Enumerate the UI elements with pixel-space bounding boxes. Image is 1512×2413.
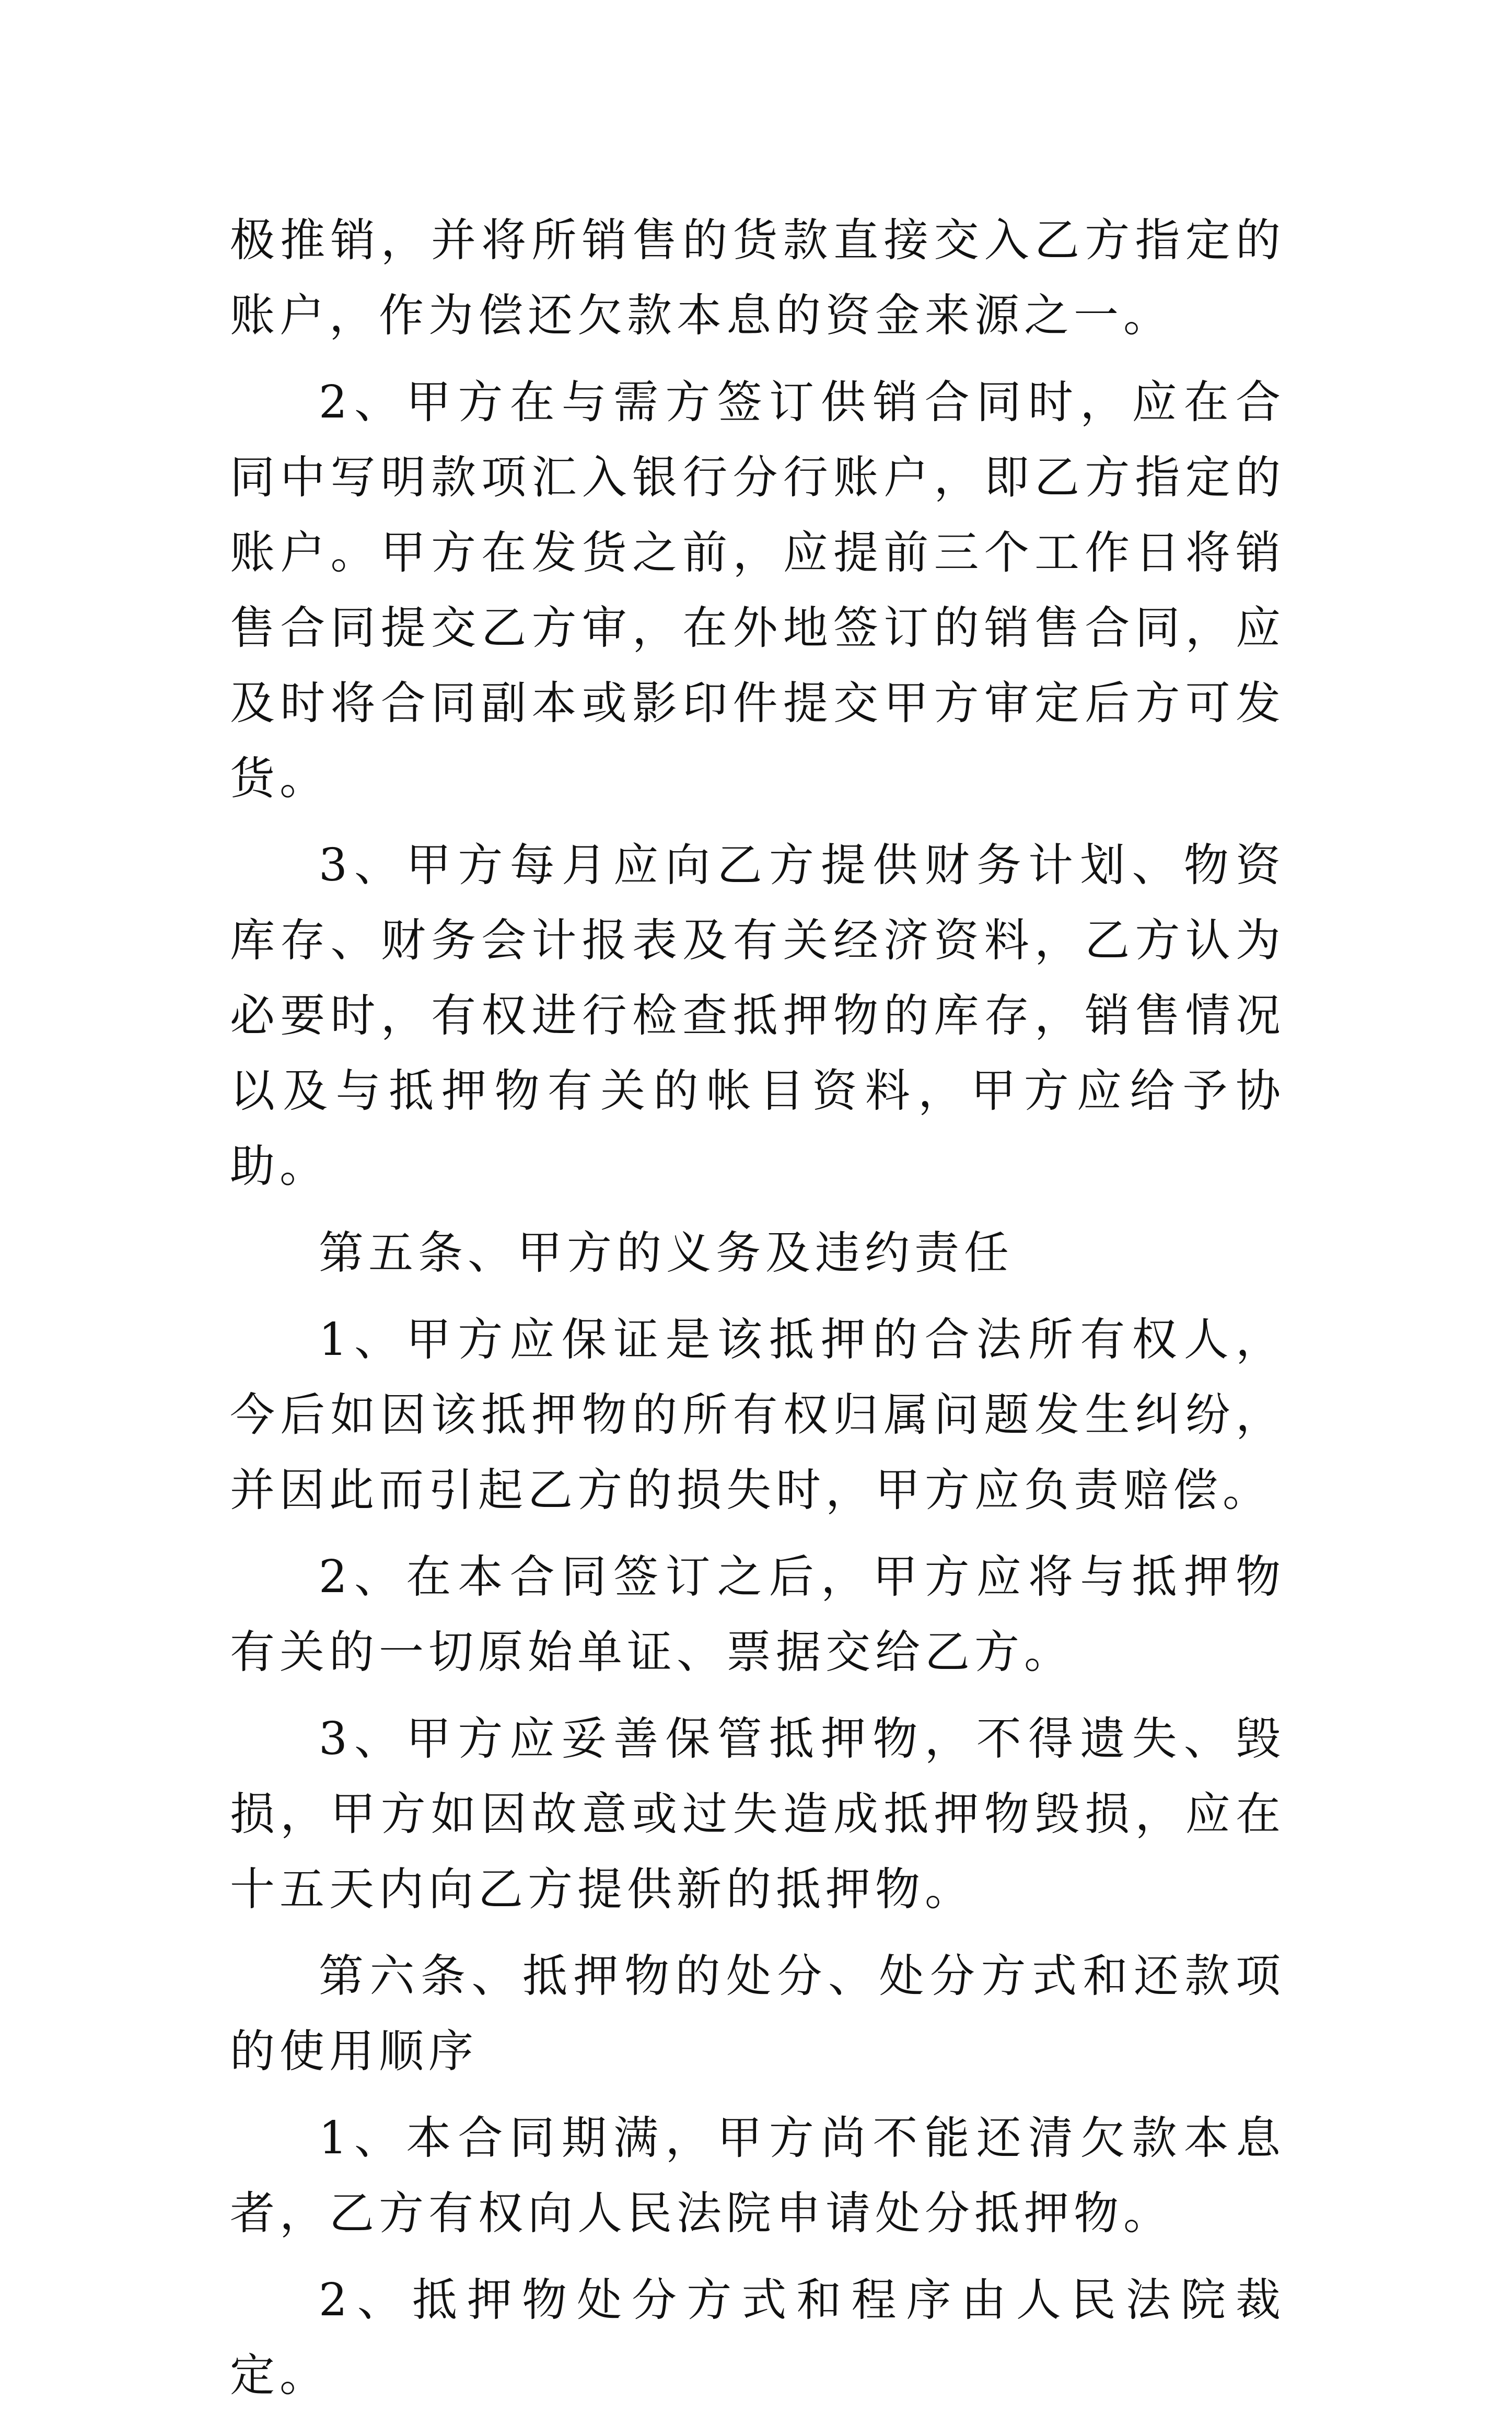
- paragraph-clause-2: 2、甲方在与需方签订供销合同时，应在合同中写明款项汇入银行分行账户，即乙方指定的账户。甲方在发货之前，应提前三个工作日将销售合同提交乙方审，在外地签订的销售合同，应及时将合同副本或影印件提交甲方审定后方可发货。: [230, 376, 1285, 805]
- document-body: [230, 203, 1285, 2413]
- paragraph-article-6-item-2: 2、抵押物处分方式和程序由人民法院裁定。: [230, 2274, 1285, 2402]
- paragraph-article-5-item-1: 1、甲方应保证是该抵押的合法所有权人，今后如因该抵押物的所有权归属问题发生纠纷，并因此而引起乙方的损失时，甲方应负责赔偿。: [230, 1314, 1285, 1516]
- paragraph-clause-3: 3、甲方每月应向乙方提供财务计划、物资库存、财务会计报表及有关经济资料，乙方认为必要时，有权进行检查抵押物的库存，销售情况以及与抵押物有关的帐目资料，甲方应给予协助。: [230, 839, 1285, 1192]
- article-6-heading: 第六条、抵押物的处分、处分方式和还款项的使用顺序: [230, 1950, 1285, 2078]
- article-5-heading: 第五条、甲方的义务及违约责任: [319, 1227, 1014, 1279]
- paragraph-article-5-item-3: 3、甲方应妥善保管抵押物，不得遗失、毁损，甲方如因故意或过失造成抵押物毁损，应在十五天内向乙方提供新的抵押物。: [230, 1713, 1285, 1916]
- paragraph-continuation: 极推销，并将所销售的货款直接交入乙方指定的账户，作为偿还欠款本息的资金来源之一。: [230, 214, 1285, 342]
- paragraph-article-5-item-2: 2、在本合同签订之后，甲方应将与抵押物有关的一切原始单证、票据交给乙方。: [230, 1551, 1285, 1678]
- paragraph-article-6-item-1: 1、本合同期满，甲方尚不能还清欠款本息者，乙方有权向人民法院申请处分抵押物。: [230, 2112, 1285, 2240]
